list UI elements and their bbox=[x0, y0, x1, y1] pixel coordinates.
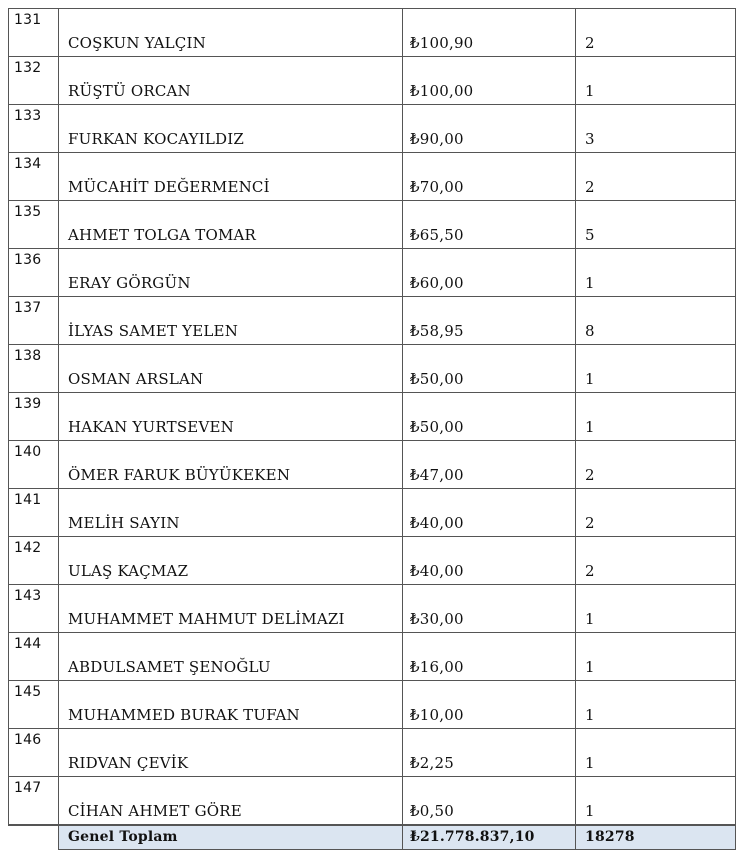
donation-amount: ₺2,25 bbox=[403, 729, 576, 777]
donor-name: OSMAN ARSLAN bbox=[59, 345, 403, 393]
donation-amount: ₺58,95 bbox=[403, 297, 576, 345]
donor-name: ABDULSAMET ŞENOĞLU bbox=[59, 633, 403, 681]
row-index: 133 bbox=[9, 105, 59, 153]
donation-count: 2 bbox=[576, 489, 736, 537]
table-row bbox=[9, 201, 736, 249]
table-row bbox=[9, 249, 736, 297]
row-index: 146 bbox=[9, 729, 59, 777]
donation-count: 1 bbox=[576, 633, 736, 681]
table-row bbox=[9, 681, 736, 729]
row-index: 137 bbox=[9, 297, 59, 345]
row-index: 134 bbox=[9, 153, 59, 201]
total-row-spacer bbox=[9, 825, 59, 849]
row-index: 144 bbox=[9, 633, 59, 681]
donor-name: MELİH SAYIN bbox=[59, 489, 403, 537]
row-index: 135 bbox=[9, 201, 59, 249]
row-index: 142 bbox=[9, 537, 59, 585]
donation-amount: ₺60,00 bbox=[403, 249, 576, 297]
donation-amount: ₺16,00 bbox=[403, 633, 576, 681]
table-row bbox=[9, 57, 736, 105]
donation-amount: ₺30,00 bbox=[403, 585, 576, 633]
donation-amount: ₺47,00 bbox=[403, 441, 576, 489]
donor-name: FURKAN KOCAYILDIZ bbox=[59, 105, 403, 153]
donor-name: MUHAMMED BURAK TUFAN bbox=[59, 681, 403, 729]
donation-count: 2 bbox=[576, 441, 736, 489]
donation-count: 8 bbox=[576, 297, 736, 345]
donor-name: RIDVAN ÇEVİK bbox=[59, 729, 403, 777]
donation-ranking-table bbox=[8, 8, 736, 850]
donation-amount: ₺10,00 bbox=[403, 681, 576, 729]
table-row bbox=[9, 729, 736, 777]
row-index: 132 bbox=[9, 57, 59, 105]
table-row bbox=[9, 585, 736, 633]
donation-amount: ₺100,90 bbox=[403, 9, 576, 57]
row-index: 141 bbox=[9, 489, 59, 537]
donation-count: 1 bbox=[576, 393, 736, 441]
donation-count: 2 bbox=[576, 153, 736, 201]
donation-count: 1 bbox=[576, 681, 736, 729]
grand-total-count: 18278 bbox=[576, 825, 736, 849]
row-index: 138 bbox=[9, 345, 59, 393]
donation-count: 1 bbox=[576, 249, 736, 297]
row-index: 147 bbox=[9, 777, 59, 826]
donor-name: AHMET TOLGA TOMAR bbox=[59, 201, 403, 249]
donation-amount: ₺50,00 bbox=[403, 393, 576, 441]
row-index: 143 bbox=[9, 585, 59, 633]
table-row bbox=[9, 297, 736, 345]
donation-count: 2 bbox=[576, 9, 736, 57]
donor-name: MUHAMMET MAHMUT DELİMAZI bbox=[59, 585, 403, 633]
donation-amount: ₺40,00 bbox=[403, 489, 576, 537]
donation-amount: ₺90,00 bbox=[403, 105, 576, 153]
donor-name: MÜCAHİT DEĞERMENCİ bbox=[59, 153, 403, 201]
donation-table-container bbox=[8, 8, 720, 850]
grand-total-amount: ₺21.778.837,10 bbox=[403, 825, 576, 849]
table-body bbox=[9, 9, 736, 850]
table-row bbox=[9, 537, 736, 585]
row-index: 139 bbox=[9, 393, 59, 441]
row-index: 145 bbox=[9, 681, 59, 729]
grand-total-row bbox=[9, 825, 736, 849]
table-row bbox=[9, 153, 736, 201]
donation-count: 1 bbox=[576, 345, 736, 393]
donor-name: ÖMER FARUK BÜYÜKEKEN bbox=[59, 441, 403, 489]
row-index: 140 bbox=[9, 441, 59, 489]
table-row bbox=[9, 777, 736, 826]
donation-amount: ₺65,50 bbox=[403, 201, 576, 249]
grand-total-label: Genel Toplam bbox=[59, 825, 403, 849]
table-row bbox=[9, 393, 736, 441]
donation-count: 1 bbox=[576, 777, 736, 826]
donor-name: CİHAN AHMET GÖRE bbox=[59, 777, 403, 826]
donation-count: 1 bbox=[576, 57, 736, 105]
donation-amount: ₺0,50 bbox=[403, 777, 576, 826]
row-index: 131 bbox=[9, 9, 59, 57]
donation-amount: ₺50,00 bbox=[403, 345, 576, 393]
donation-amount: ₺40,00 bbox=[403, 537, 576, 585]
table-row bbox=[9, 105, 736, 153]
donor-name: HAKAN YURTSEVEN bbox=[59, 393, 403, 441]
donation-count: 2 bbox=[576, 537, 736, 585]
table-row bbox=[9, 633, 736, 681]
row-index: 136 bbox=[9, 249, 59, 297]
donor-name: RÜŞTÜ ORCAN bbox=[59, 57, 403, 105]
donation-count: 1 bbox=[576, 585, 736, 633]
donor-name: ULAŞ KAÇMAZ bbox=[59, 537, 403, 585]
table-row bbox=[9, 441, 736, 489]
table-row bbox=[9, 9, 736, 57]
donation-count: 5 bbox=[576, 201, 736, 249]
donation-amount: ₺70,00 bbox=[403, 153, 576, 201]
table-row bbox=[9, 345, 736, 393]
donation-amount: ₺100,00 bbox=[403, 57, 576, 105]
donor-name: COŞKUN YALÇIN bbox=[59, 9, 403, 57]
donor-name: İLYAS SAMET YELEN bbox=[59, 297, 403, 345]
table-row bbox=[9, 489, 736, 537]
donation-count: 3 bbox=[576, 105, 736, 153]
donation-count: 1 bbox=[576, 729, 736, 777]
donor-name: ERAY GÖRGÜN bbox=[59, 249, 403, 297]
